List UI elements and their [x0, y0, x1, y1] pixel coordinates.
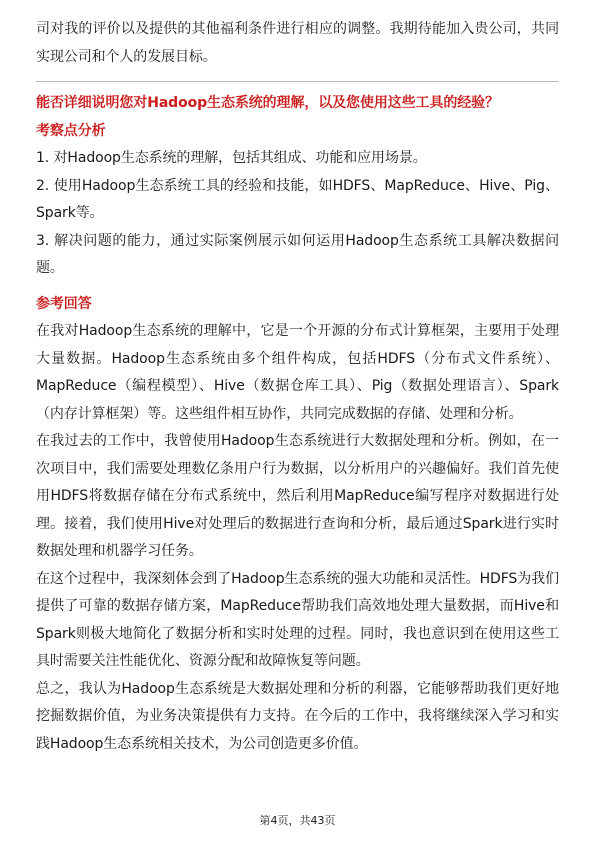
analysis-point: 2. 使用Hadoop生态系统工具的经验和技能，如HDFS、MapReduce、Hive、Pig、Spark等。: [36, 177, 559, 221]
analysis-point: 3. 解决问题的能力，通过实际案例展示如何运用Hadoop生态系统工具解决数据问题。: [36, 232, 559, 276]
answer-paragraph: 总之，我认为Hadoop生态系统是大数据处理和分析的利器，它能够帮助我们更好地挖掘数据价值，为业务决策提供有力支持。在今后的工作中，我将继续深入学习和实践Hadoop生态系统相关技术，为公司创造更多价值。: [36, 680, 559, 752]
question-section: [36, 90, 559, 758]
answer-paragraph: 在我过去的工作中，我曾使用Hadoop生态系统进行大数据处理和分析。例如，在一次项目中，我们需要处理数亿条用户行为数据，以分析用户的兴趣偏好。我们首先使用HDFS将数据存储在分布式系统中，然后利用MapReduce编写程序对数据进行处理。接着，我们使用Hive对处理后的数据进行查询和分析，最后通过Spark进行实时数据处理和机器学习任务。: [36, 433, 559, 559]
analysis-heading: 考察点分析: [36, 122, 106, 139]
answer-body: [36, 318, 559, 758]
intro-section: [36, 16, 559, 71]
section-divider: [36, 81, 559, 82]
analysis-points: [36, 145, 559, 283]
page-number: 第4页，共43页: [259, 814, 336, 827]
page-footer: [0, 812, 595, 828]
question-title: 能否详细说明您对Hadoop生态系统的理解，以及您使用这些工具的经验？: [36, 95, 499, 111]
answer-paragraph: 在我对Hadoop生态系统的理解中，它是一个开源的分布式计算框架，主要用于处理大量数据。Hadoop生态系统由多个组件构成，包括HDFS（分布式文件系统）、MapReduce（编程模型）、Hive（数据仓库工具）、Pig（数据处理语言）、Spark（内存计算框架）等。这些组件相互协作，共同完成数据的存储、处理和分析。: [36, 323, 559, 422]
analysis-point: 1. 对Hadoop生态系统的理解，包括其组成、功能和应用场景。: [36, 150, 427, 166]
document-page: [36, 16, 559, 758]
answer-paragraph: 在这个过程中，我深刻体会到了Hadoop生态系统的强大功能和灵活性。HDFS为我们提供了可靠的数据存储方案，MapReduce帮助我们高效地处理大量数据，而Hive和Spark则极大地简化了数据分析和实时处理的过程。同时，我也意识到在使用这些工具时需要关注性能优化、资源分配和故障恢复等问题。: [36, 570, 559, 669]
answer-heading: 参考回答: [36, 295, 92, 312]
intro-paragraph: 司对我的评价以及提供的其他福利条件进行相应的调整。我期待能加入贵公司，共同实现公司和个人的发展目标。: [36, 21, 559, 65]
